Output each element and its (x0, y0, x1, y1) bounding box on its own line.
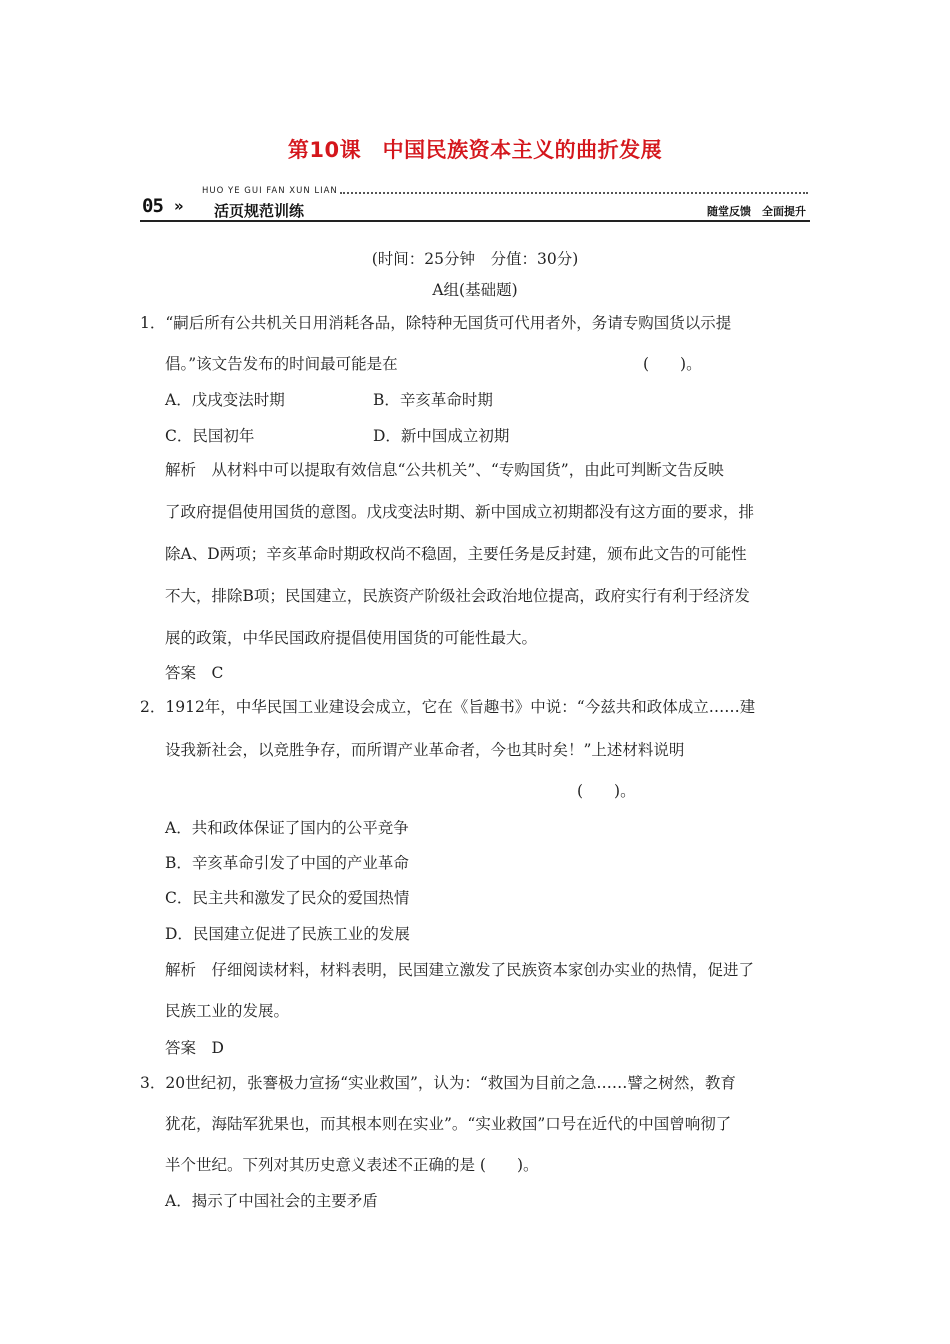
banner-rule (140, 220, 810, 222)
q1-option-b: B．辛亥革命时期 (373, 391, 493, 409)
q1-explanation-line3: 除A、D两项；辛亥革命时期政权尚不稳固，主要任务是反封建，颁布此文告的可能性 (165, 545, 747, 563)
q2-explanation-line2: 民族工业的发展。 (165, 1002, 290, 1020)
q3-stem-line1: 3．20世纪初，张謇极力宣扬“实业救国”，认为：“救国为目前之急……譬之树然，教育 (140, 1074, 736, 1092)
q2-option-d: D．民国建立促进了民族工业的发展 (165, 925, 410, 943)
q1-stem-line2: 倡。”该文告发布的时间最可能是在 (165, 355, 398, 373)
dotted-divider (340, 192, 808, 194)
banner-tagline: 随堂反馈 全面提升 (707, 205, 806, 218)
page-title: 第10课 中国民族资本主义的曲折发展 (287, 138, 663, 162)
section-banner (140, 183, 810, 223)
group-heading: A组(基础题) (432, 281, 518, 299)
banner-label: 活页规范训练 (214, 202, 305, 220)
q2-option-a: A．共和政体保证了国内的公平竞争 (165, 819, 409, 837)
q1-stem-line1: 1．“嗣后所有公共机关日用消耗各品，除特种无国货可代用者外，务请专购国货以示提 (140, 314, 732, 332)
q3-stem-line2: 犹花，海陆军犹果也，而其根本则在实业”。“实业救国”口号在近代的中国曾响彻了 (165, 1115, 732, 1133)
q1-explanation-line4: 不大，排除B项；民国建立，民族资产阶级社会政治地位提高，政府实行有利于经济发 (165, 587, 750, 605)
q2-answer-blank: ( )。 (577, 782, 636, 800)
q2-answer: 答案 D (165, 1039, 224, 1057)
q1-answer: 答案 C (165, 664, 224, 682)
banner-pinyin: HUO YE GUI FAN XUN LIAN (202, 186, 338, 196)
q3-option-a: A．揭示了中国社会的主要矛盾 (165, 1192, 378, 1210)
double-chevron-icon: » (174, 197, 184, 215)
q2-explanation-line1: 解析 仔细阅读材料，材料表明，民国建立激发了民族资本家创办实业的热情，促进了 (165, 961, 755, 979)
q1-option-d: D．新中国成立初期 (373, 427, 510, 445)
q2-option-c: C．民主共和激发了民众的爱国热情 (165, 889, 410, 907)
banner-number: 05 (142, 195, 163, 217)
q1-option-c: C．民国初年 (165, 427, 255, 445)
q3-stem-line3: 半个世纪。下列对其历史意义表述不正确的是 ( )。 (165, 1156, 539, 1174)
q2-stem-line2: 设我新社会，以竞胜争存，而所谓产业革命者，今也其时矣！”上述材料说明 (165, 741, 685, 759)
q1-explanation-line5: 展的政策，中华民国政府提倡使用国货的可能性最大。 (165, 629, 538, 647)
q1-answer-blank: ( )。 (643, 355, 702, 373)
q2-stem-line1: 2．1912年，中华民国工业建设会成立，它在《旨趣书》中说：“今兹共和政体成立……建 (140, 698, 756, 716)
q1-option-a: A．戊戌变法时期 (165, 391, 285, 409)
q1-explanation-line2: 了政府提倡使用国货的意图。戊戌变法时期、新中国成立初期都没有这方面的要求，排 (165, 503, 755, 521)
time-score-info: (时间：25分钟 分值：30分) (371, 250, 579, 268)
q2-option-b: B．辛亥革命引发了中国的产业革命 (165, 854, 409, 872)
q1-explanation-line1: 解析 从材料中可以提取有效信息“公共机关”、“专购国货”，由此可判断文告反映 (165, 461, 724, 479)
